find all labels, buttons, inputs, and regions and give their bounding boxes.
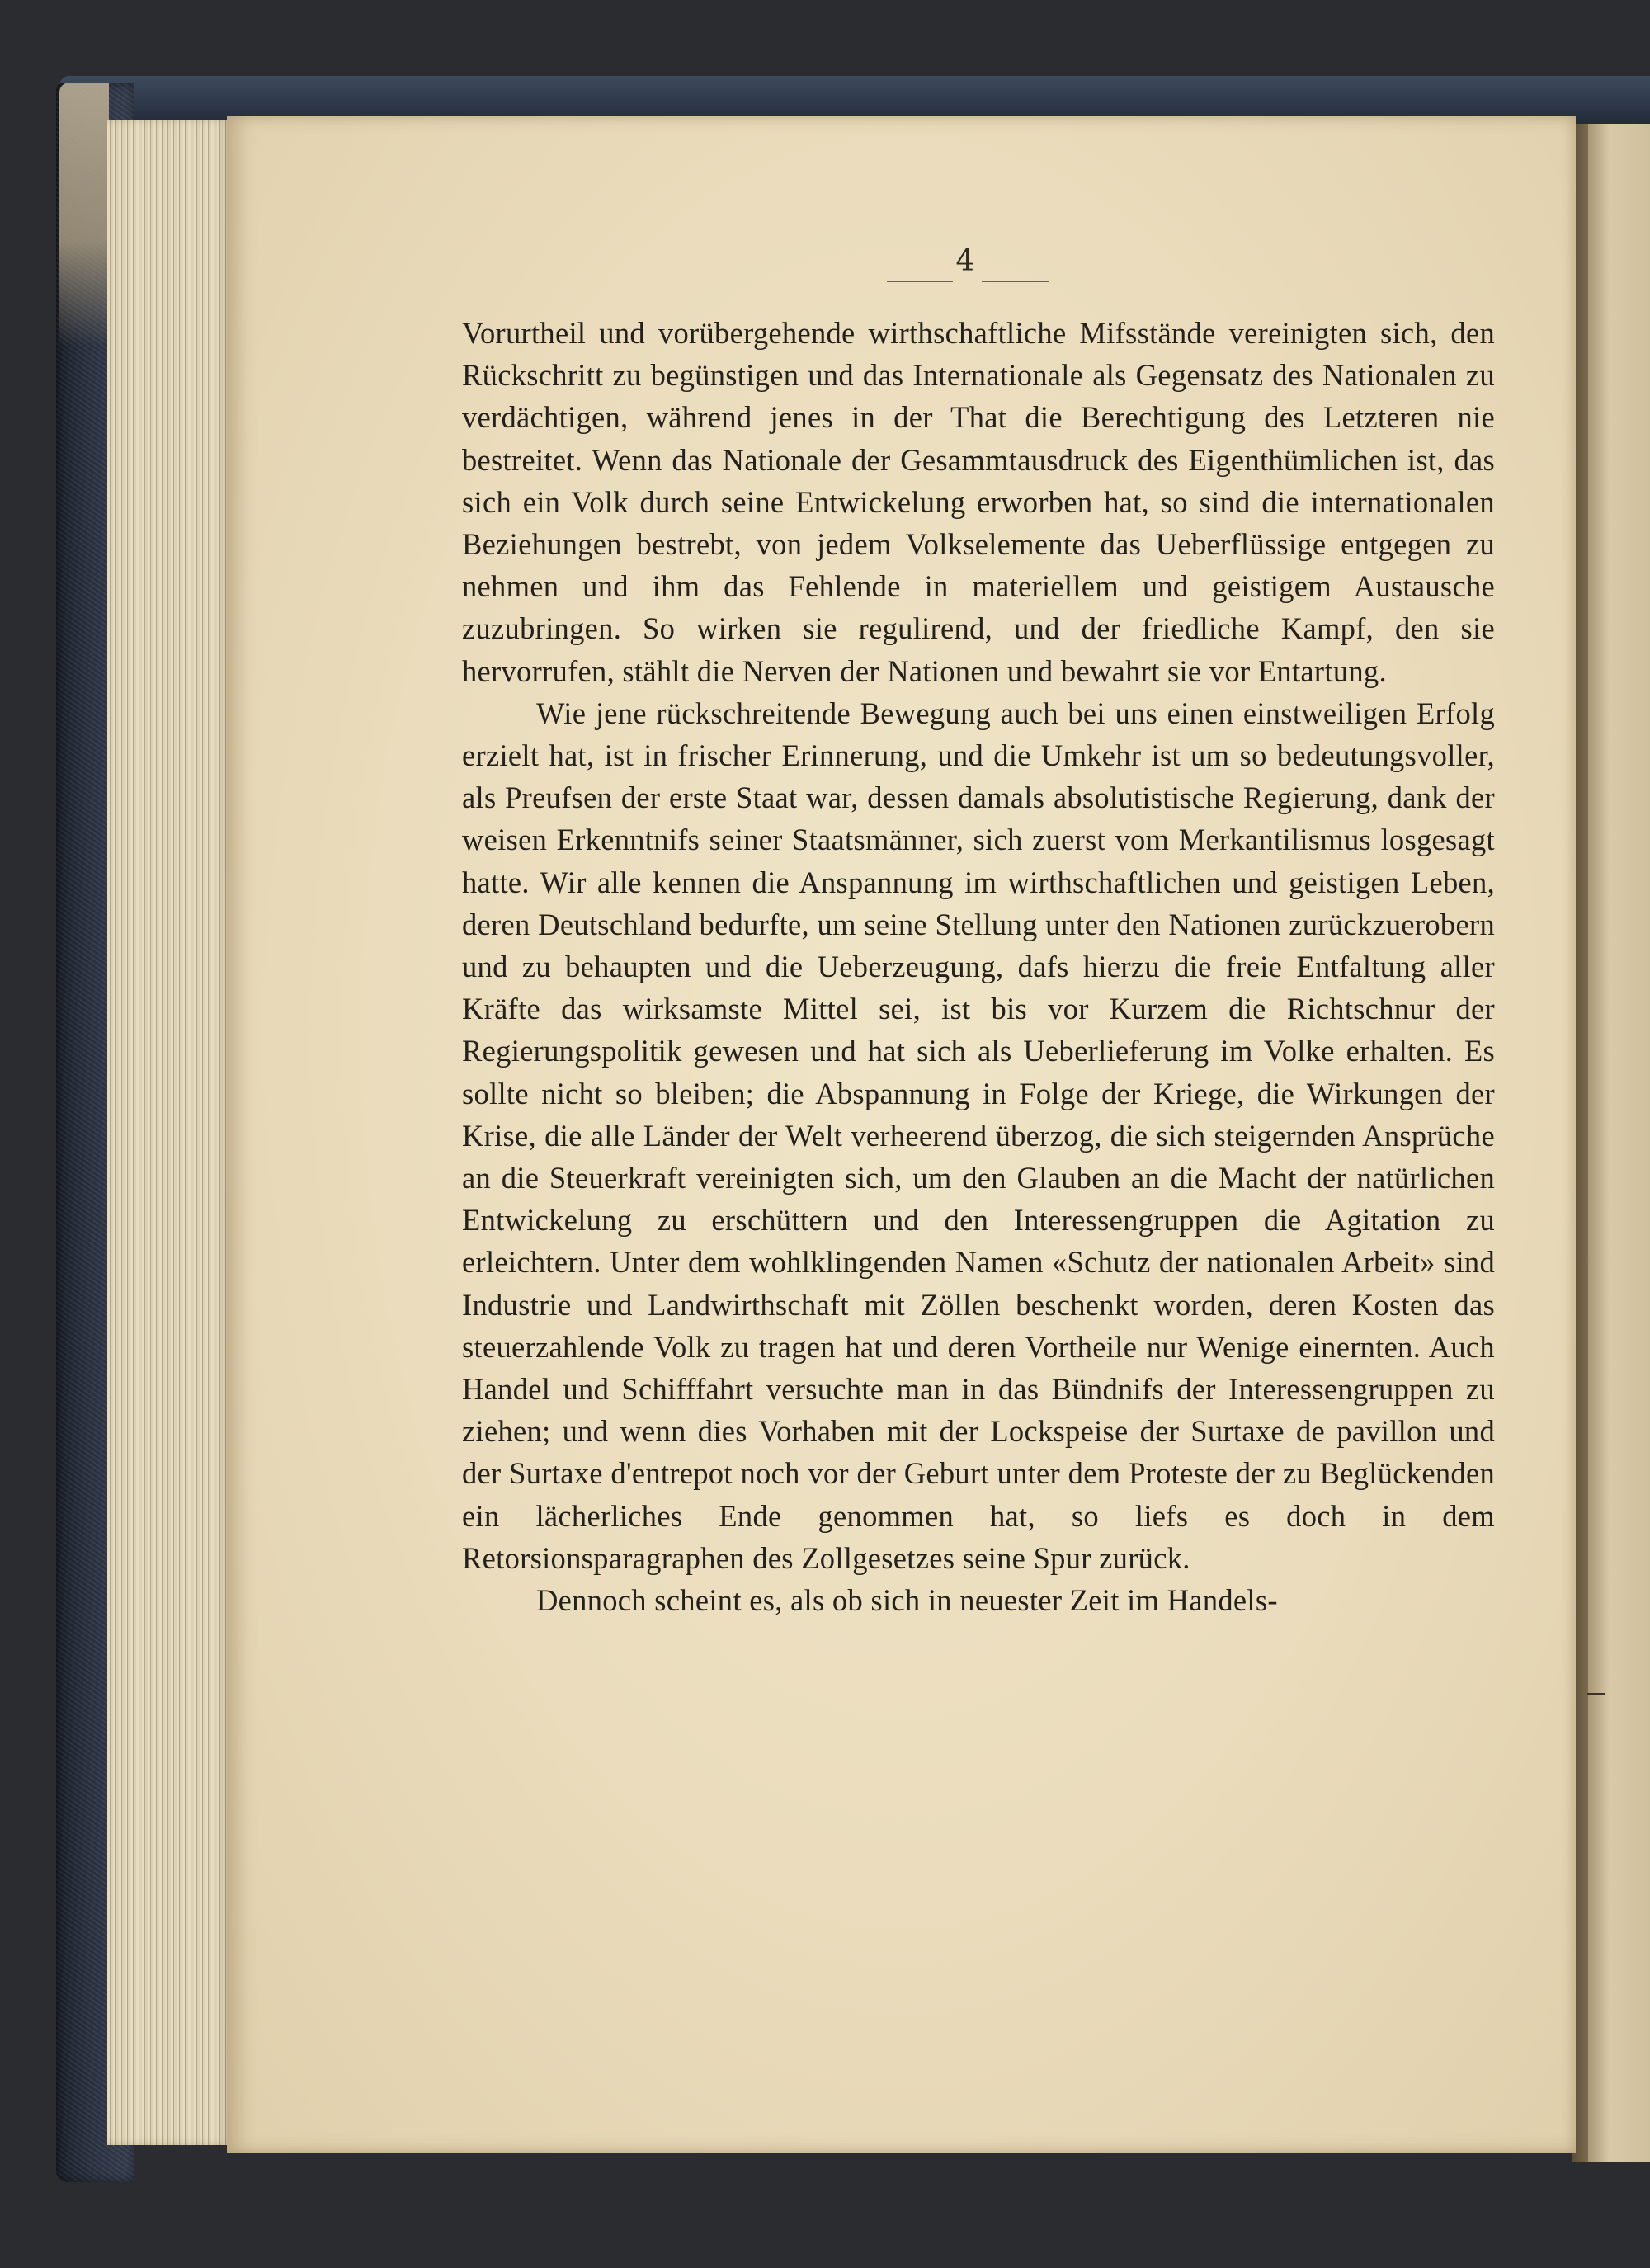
page-number: 4: [955, 244, 975, 278]
paragraph-3: Dennoch scheint es, als ob sich in neuester Zeit im Handels-: [536, 1583, 1278, 1618]
page-edges: [107, 120, 231, 2145]
worn-cover-corner: [59, 83, 109, 347]
paragraph-2: Wie jene rückschreitende Bewegung auch bei uns einen einstweiligen Erfolg erzielt hat, ist in frischer Erinnerung, und die Umkehr ist um so bedeutungsvoller, als Preufsen der erste Staat war, dessen damals absolutistische Regierung, dank der weisen Erkenntnifs seiner Staatsmänner, sich zuerst vom Merkantilismus losgesagt hatte. Wir alle kennen die Anspannung im wirthschaftlichen und geistigen Leben, deren Deutschland bedurfte, um seine Stellung unter den Nationen zurückzuerobern und zu behaupten und die Ueberzeugung, dafs hierzu die freie Entfaltung aller Kräfte das wirksamste Mittel sei, ist bis vor Kurzem die Richtschnur der Regierungspolitik gewesen und hat sich als Ueberlieferung im Volke erhalten. Es sollte nicht so bleiben; die Abspannung in Folge der Kriege, die Wirkungen der Krise, die alle Länder der Welt verheerend überzog, die sich steigernden Ansprüche an die Steuerkraft vereinigten sich, um den Glauben an die Macht der natürlichen Entwickelung zu erschüttern und den Interessengruppen die Agitation zu erleichtern. Unter dem wohlklingenden Namen «Schutz der nationalen Arbeit» sind Industrie und Landwirthschaft mit Zöllen beschenkt worden, deren Kosten das steuerzahlende Volk zu tragen hat und deren Vortheile nur Wenige einernten. Auch Handel und Schifffahrt versuchte man in das Bündnifs der Interessengruppen zu ziehen; und wenn dies Vorhaben mit der Lockspeise der Surtaxe de pavillon und der Surtaxe d'entrepot noch vor der Geburt unter dem Proteste der zu Beglückenden ein lächerliches Ende genommen hat, so liefs es doch in dem Retorsionsparagraphen des Zollgesetzes seine Spur zurück.: [462, 695, 1495, 1575]
facing-page-edge: [1588, 124, 1650, 2162]
page-number-rule-right: [982, 281, 1049, 282]
margin-mark: [1587, 1693, 1605, 1695]
page-number-rule-left: [887, 281, 953, 282]
page-body-text: [462, 312, 1495, 1621]
paragraph-1: Vorurtheil und vorübergehende wirthschaftliche Mifsstände vereinigten sich, den Rückschritt zu begünstigen und das Internationale als Gegensatz des Nationalen zu verdächtigen, während jenes in der That die Berechtigung des Letzteren nie bestreitet. Wenn das Nationale der Gesammtausdruck des Eigenthümlichen ist, das sich ein Volk durch seine Entwickelung erworben hat, so sind die internationalen Beziehungen bestrebt, von jedem Volkselemente das Ueberflüssige entgegen zu nehmen und ihm das Fehlende in materiellem und geistigem Austausche zuzubringen. So wirken sie regulirend, und der friedliche Kampf, den sie hervorrufen, stählt die Nerven der Nationen und bewahrt sie vor Entartung.: [462, 316, 1495, 688]
